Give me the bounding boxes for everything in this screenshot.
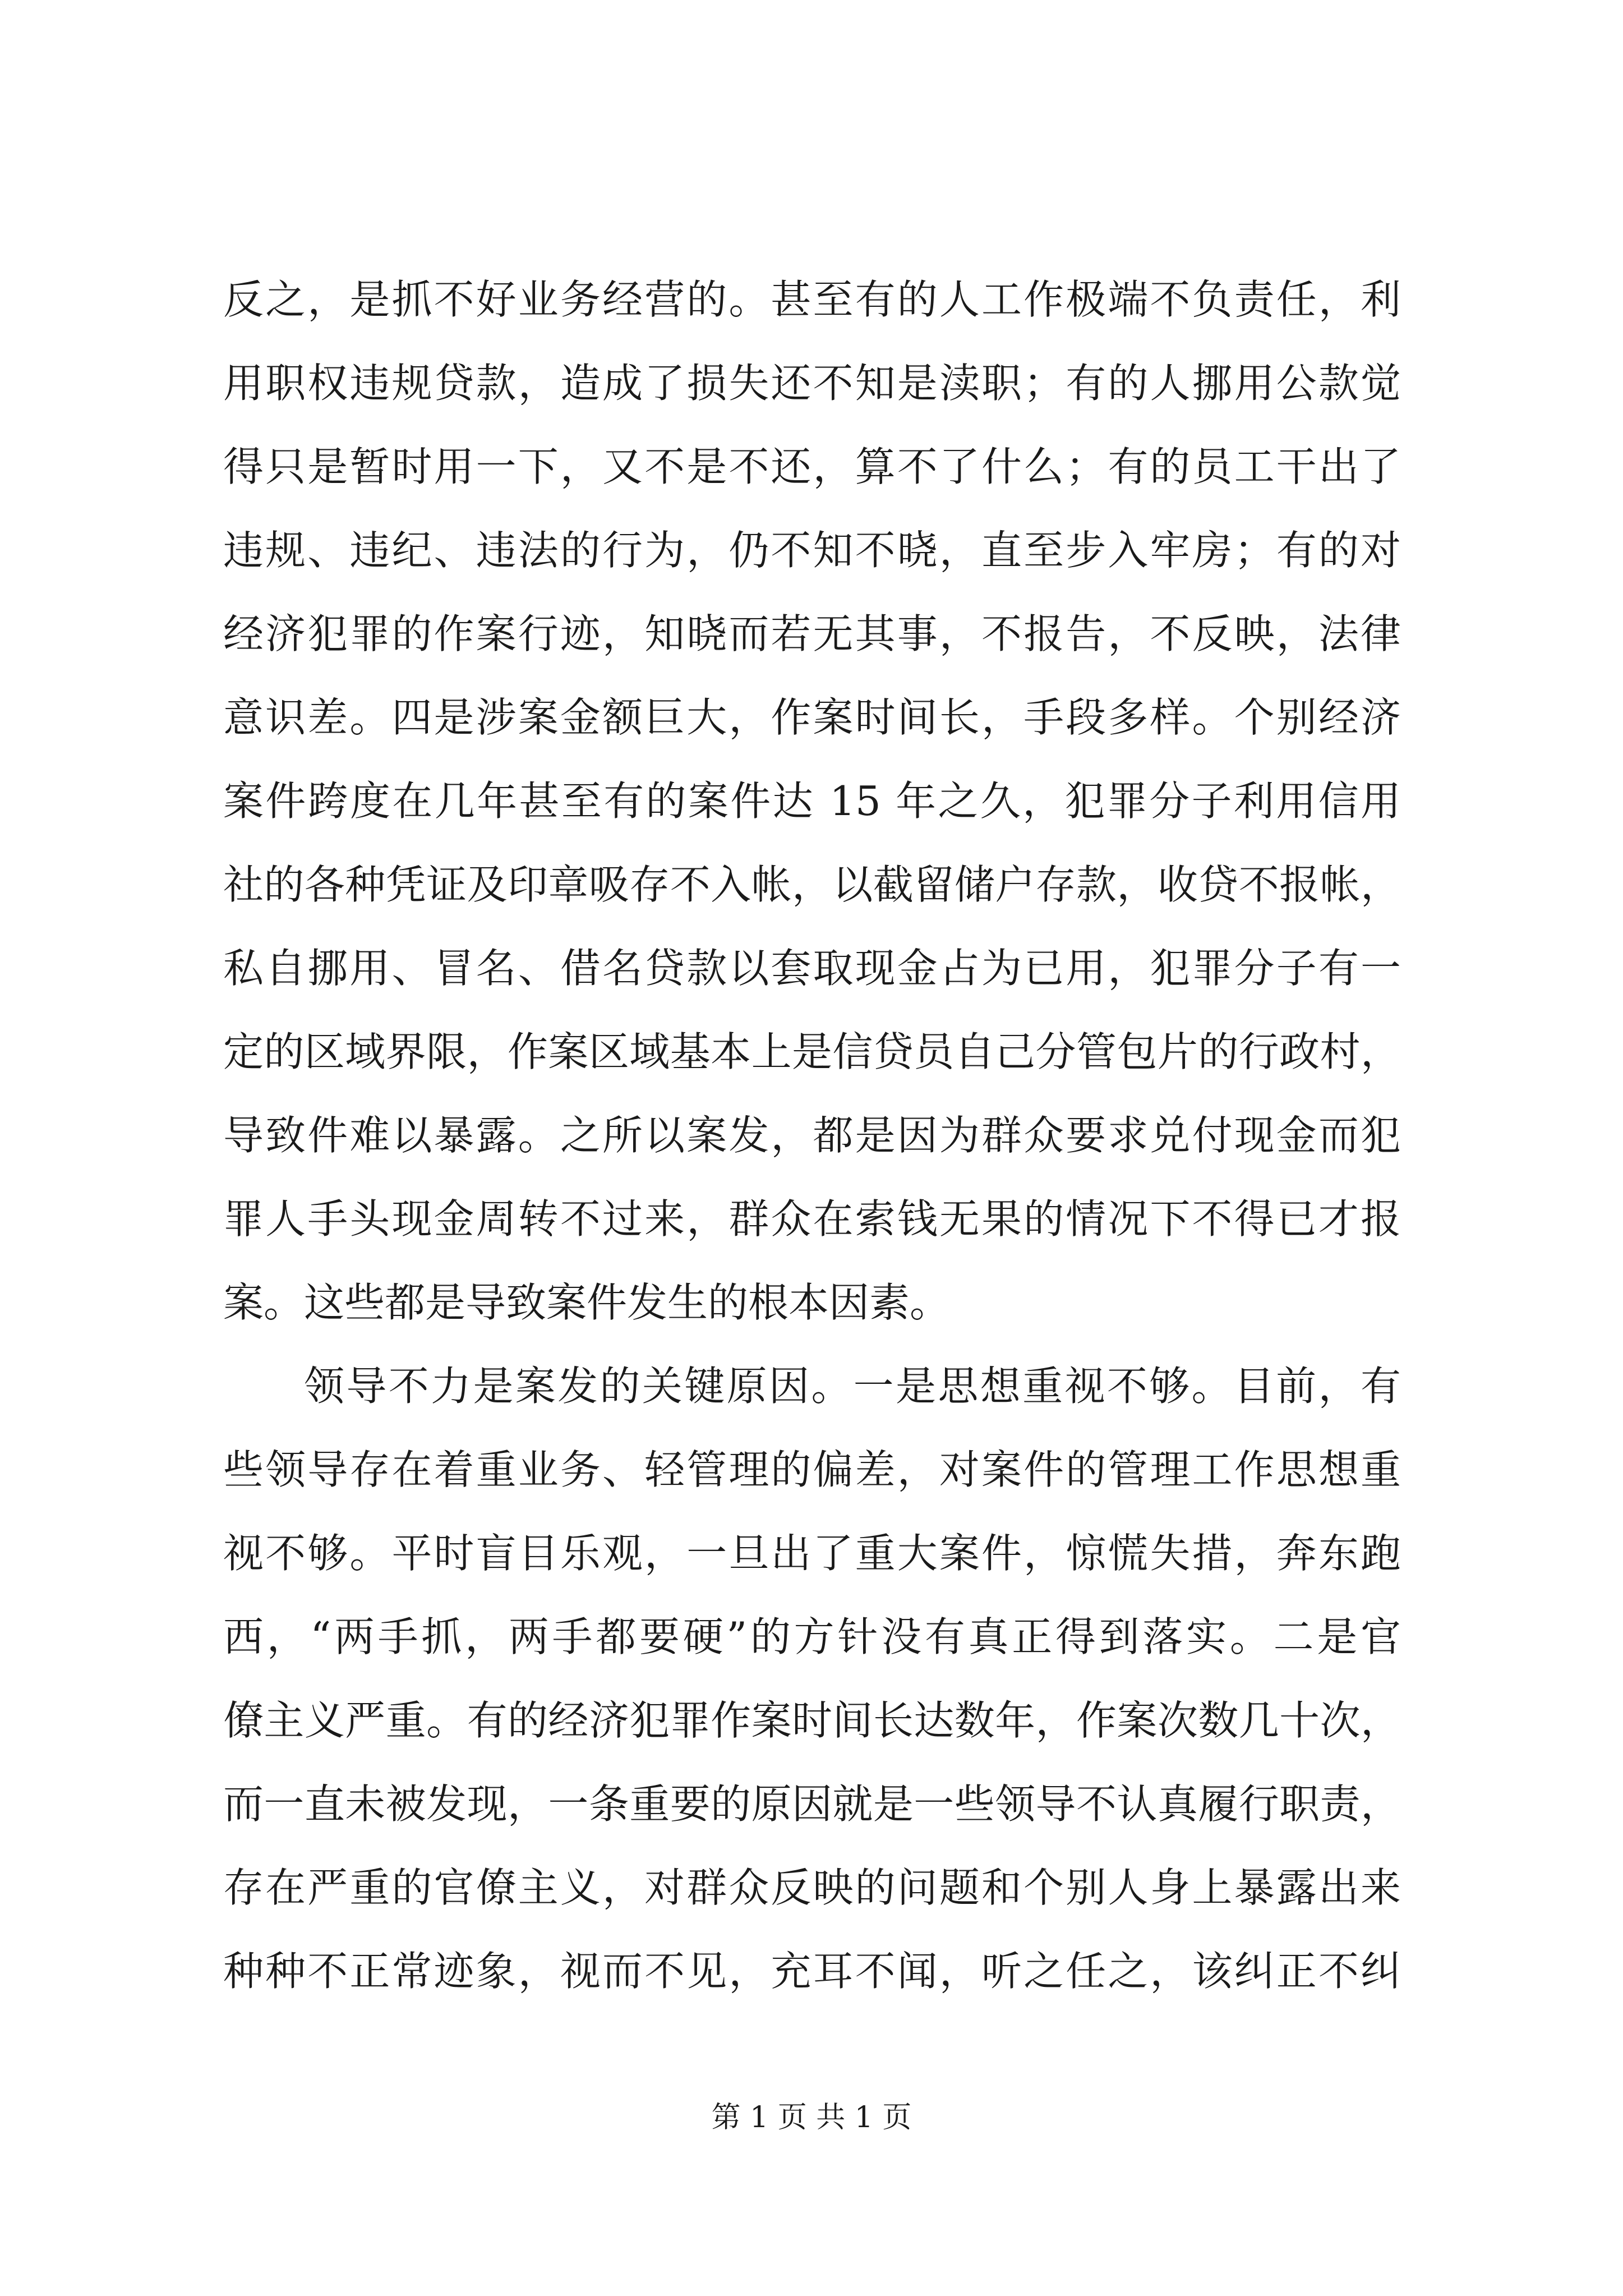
text-line: 僚主义严重。有的经济犯罪作案时间长达数年，作案次数几十次，: [223, 1697, 1401, 1744]
text-line: 案件跨度在几年甚至有的案件达 15 年之久，犯罪分子利用信用: [223, 777, 1401, 825]
text-line: 社的各种凭证及印章吸存不入帐，以截留储户存款，收贷不报帐，: [223, 861, 1401, 908]
text-line: 而一直未被发现，一条重要的原因就是一些领导不认真履行职责，: [223, 1780, 1401, 1828]
document-body: [223, 258, 1401, 2013]
text-line: 违规、违纪、违法的行为，仍不知不晓，直至步入牢房；有的对: [223, 527, 1401, 574]
text-line: 意识差。四是涉案金额巨大，作案时间长，手段多样。个别经济: [223, 694, 1401, 741]
paragraph-1: [223, 258, 1401, 1345]
page-footer: 第 1 页 共 1 页: [711, 2101, 912, 2134]
text-line: 些领导存在着重业务、轻管理的偏差，对案件的管理工作思想重: [223, 1446, 1401, 1493]
text-line: 西，“两手抓，两手都要硬”的方针没有真正得到落实。二是官: [223, 1613, 1401, 1660]
text-line: 案。这些都是导致案件发生的根本因素。: [223, 1279, 951, 1326]
text-line: 罪人手头现金周转不过来，群众在索钱无果的情况下不得已才报: [223, 1195, 1401, 1243]
text-line: 种种不正常迹象，视而不见，充耳不闻，听之任之，该纠正不纠: [223, 1948, 1401, 1995]
text-line: 视不够。平时盲目乐观，一旦出了重大案件，惊慌失措，奔东跑: [223, 1530, 1401, 1577]
text-line: 得只是暂时用一下，又不是不还，算不了什么；有的员工干出了: [223, 443, 1401, 490]
text-line: 经济犯罪的作案行迹，知晓而若无其事，不报告，不反映，法律: [223, 610, 1401, 657]
text-line: 用职权违规贷款，造成了损失还不知是渎职；有的人挪用公款觉: [223, 360, 1401, 407]
text-line: 存在严重的官僚主义，对群众反映的问题和个别人身上暴露出来: [223, 1864, 1401, 1911]
text-line: 导致件难以暴露。之所以案发，都是因为群众要求兑付现金而犯: [223, 1112, 1401, 1159]
text-line: 领导不力是案发的关键原因。一是思想重视不够。目前，有: [304, 1363, 1401, 1410]
text-line: 反之，是抓不好业务经营的。甚至有的人工作极端不负责任，利: [223, 276, 1401, 323]
text-line: 私自挪用、冒名、借名贷款以套取现金占为已用，犯罪分子有一: [223, 945, 1401, 992]
paragraph-2: [223, 1345, 1401, 2013]
text-line: 定的区域界限，作案区域基本上是信贷员自己分管包片的行政村，: [223, 1028, 1401, 1075]
